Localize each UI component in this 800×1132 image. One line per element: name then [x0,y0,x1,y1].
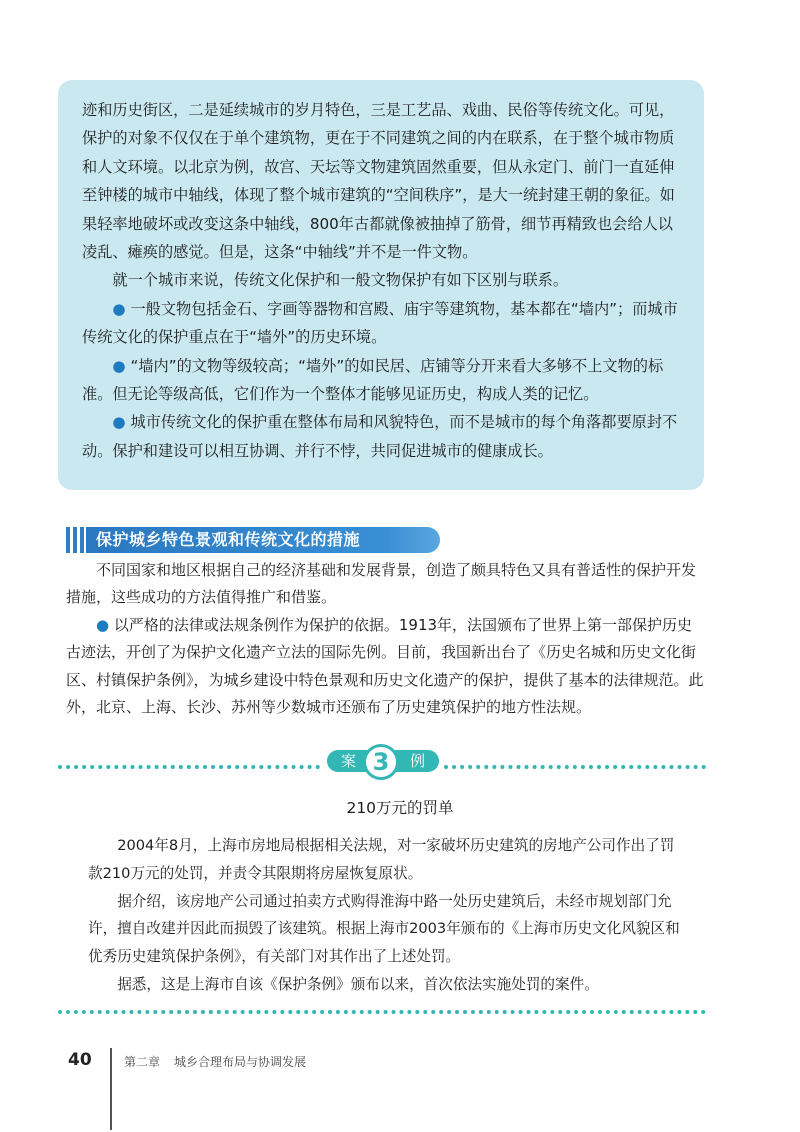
case-label-right: 例 [409,752,425,770]
bullet-icon: ● [112,413,126,432]
case-label-left: 案 [341,752,357,770]
box-bullet-text: 一般文物包括金石、字画等器物和宫殿、庙宇等建筑物，基本都在“墙内”；而城市传统文化的保护重点在于“墙外”的历史环境。 [82,299,678,347]
section-body [66,557,706,721]
bullet-icon: ● [112,299,126,318]
section-heading-banner [86,527,440,553]
case-paragraph: 2004年8月，上海市房地局根据相关法规，对一家破坏历史建筑的房地产公司作出了罚款210万元的处罚，并责令其限期将房屋恢复原状。 [88,837,675,882]
box-bullet-item [82,408,682,465]
case-paragraph: 据悉，这是上海市自该《保护条例》颁布以来，首次依法实施处罚的案件。 [117,975,599,993]
divider-left [58,765,320,769]
chapter-footer [124,1053,320,1070]
case-number-badge: 3 [363,744,399,780]
divider-bottom [58,1010,706,1014]
section-heading [66,527,446,553]
case-title: 210万元的罚单 [346,799,454,817]
case-body [88,832,688,999]
box-bullet-text: “墙内”的文物等级较高；“墙外”的如民居、店铺等分开来看大多够不上文物的标准。但无论等级高低，它们作为一个整体才能够见证历史，构成人类的记忆。 [82,356,664,404]
box-bullet-item [82,295,682,352]
bullet-icon: ● [96,615,110,634]
page-number: 40 [68,1050,92,1070]
case-paragraph: 据介绍，该房地产公司通过拍卖方式购得淮海中路一处历史建筑后，未经市规划部门允许，擅自改建并因此而损毁了该建筑。根据上海市2003年颁布的《上海市历史文化风貌区和优秀历史建筑保护条例》，有关部门对其作出了上述处罚。 [88,892,680,966]
section-paragraph: 不同国家和地区根据自己的经济基础和发展背景，创造了颇具特色又具有普适性的保护开发措施，这些成功的方法值得推广和借鉴。 [66,561,697,607]
divider-right [444,765,706,769]
bullet-icon: ● [112,356,126,375]
section-bullet-text: 以严格的法律或法规条例作为保护的依据。1913年，法国颁布了世界上第一部保护历史古迹法，开创了为保护文化遗产立法的国际先例。目前，我国新出台了《历史名城和历史文化街区、村镇保护条例》，为城乡建设中特色景观和历史文化遗产的保护，提供了基本的法律规范。此外，北京、上海、长沙、苏州等少数城市还颁布了历史建筑保护的地方性法规。 [66,615,704,717]
section-title: 保护城乡特色景观和传统文化的措施 [96,530,361,549]
chapter-title: 城乡合理布局与协调发展 [174,1055,307,1069]
info-box-text [82,96,682,465]
chapter-label: 第二章 [124,1055,161,1069]
box-paragraph: 就一个城市来说，传统文化保护和一般文物保护有如下区别与联系。 [112,271,569,290]
footer-rule [110,1048,112,1130]
section-bullet-item [66,612,706,722]
heading-bars-icon [66,527,86,553]
box-bullet-text: 城市传统文化的保护重在整体布局和风貌特色，而不是城市的每个角落都要原封不动。保护和建设可以相互协调、并行不悖，共同促进城市的健康成长。 [82,413,678,460]
box-bullet-item [82,352,682,409]
box-paragraph: 迹和历史街区，二是延续城市的岁月特色，三是工艺品、戏曲、民俗等传统文化。可见，保护的对象不仅仅在于单个建筑物，更在于不同建筑之间的内在联系，在于整个城市物质和人文环境。以北京为例，故宫、天坛等文物建筑固然重要，但从永定门、前门一直延伸至钟楼的城市中轴线，体现了整个城市建筑的“空间秩序”，是大一统封建王朝的象征。如果轻率地破坏或改变这条中轴线，800年古都就像被抽掉了筋骨，细节再精致也会给人以凌乱、瘫痪的感觉。但是，这条“中轴线”并不是一件文物。 [82,101,675,262]
